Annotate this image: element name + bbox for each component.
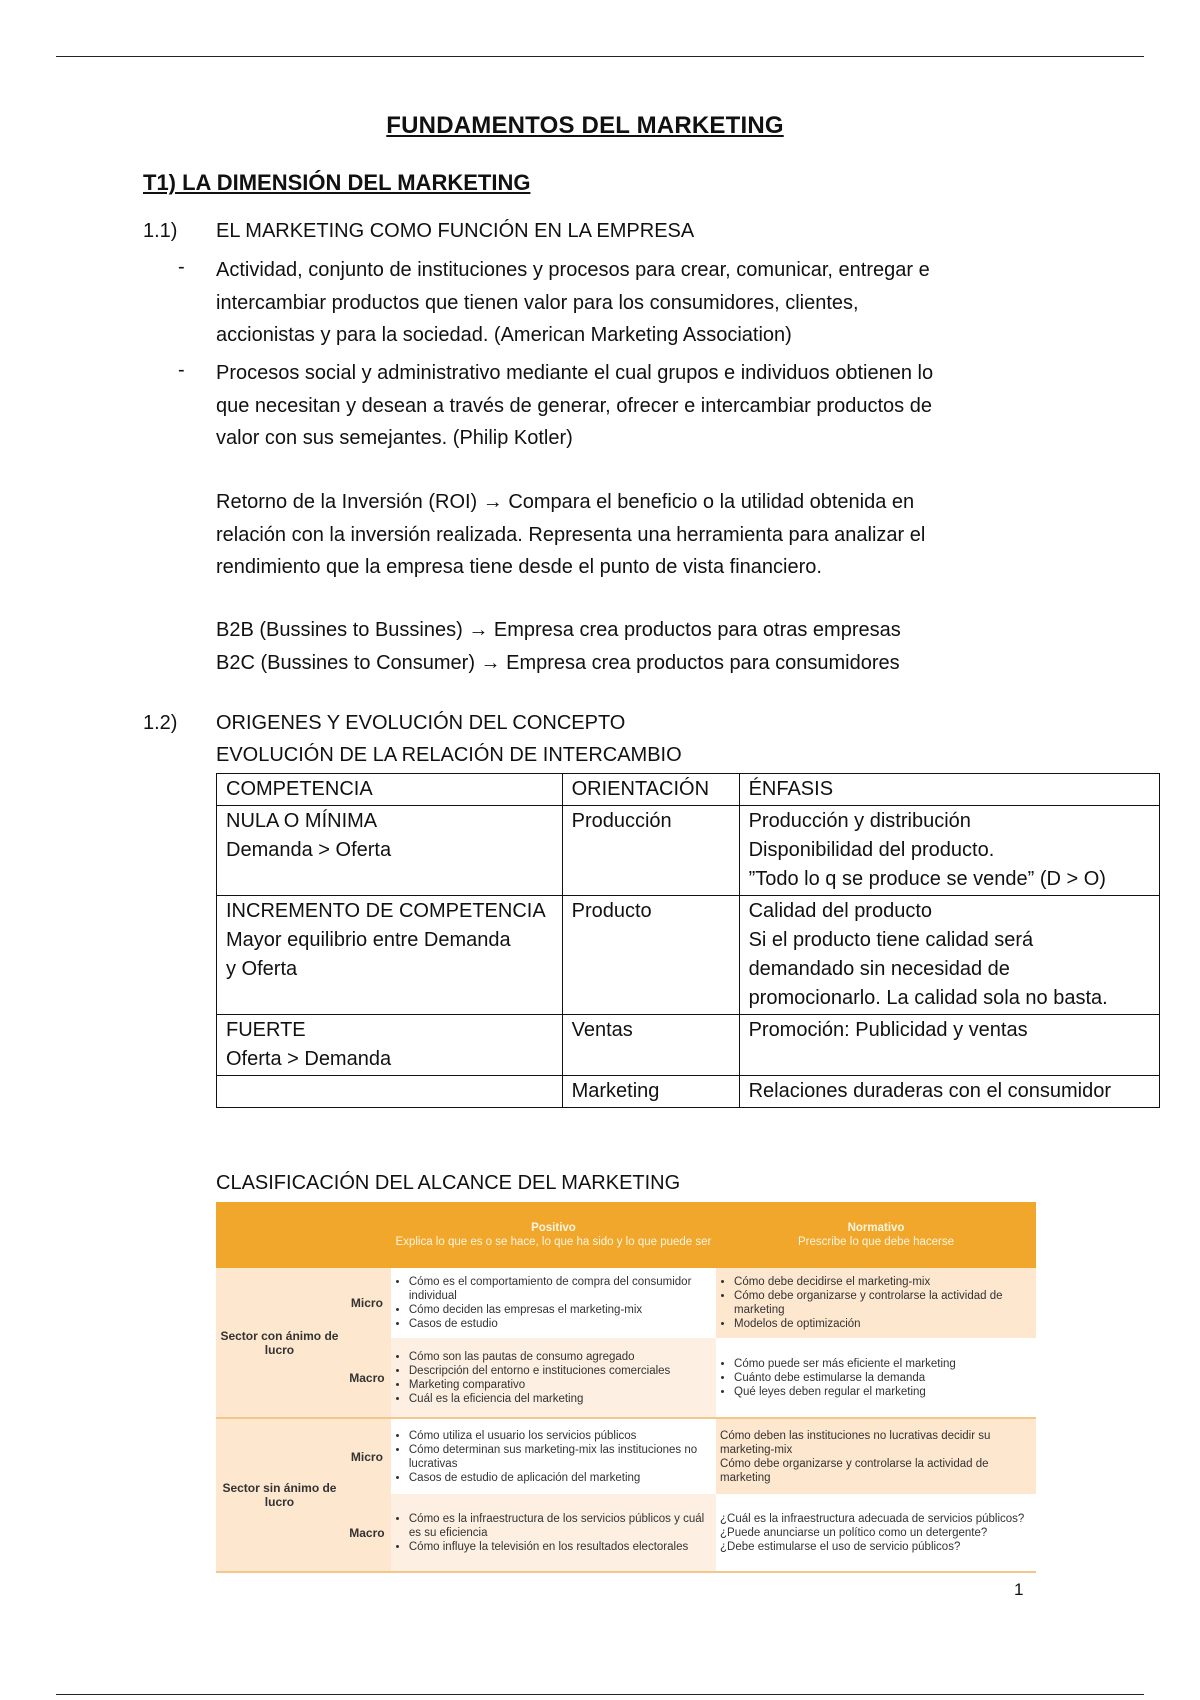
cell-line: Calidad del producto [748, 900, 933, 922]
header-cell: COMPETENCIA [217, 774, 563, 806]
cell-line: y Oferta [226, 958, 298, 980]
list-item: • Cómo debe organizarse y controlarse la actividad de marketing [734, 1289, 1032, 1317]
list-item: • Cómo puede ser más eficiente el marketing [734, 1357, 1032, 1371]
bullet-marker: - [178, 359, 185, 381]
table-row [217, 896, 1160, 1015]
b2c-line: B2C (Bussines to Consumer) → Empresa crea productos para consumidores [216, 651, 900, 674]
text-line: intercambiar productos que tienen valor para los consumidores, clientes, [216, 291, 859, 314]
section-title-1-2: ORIGENES Y EVOLUCIÓN DEL CONCEPTO [216, 712, 626, 734]
list-item: • Cómo utiliza el usuario los servicios públicos [409, 1429, 712, 1443]
orientacion-cell: Ventas [562, 1015, 739, 1076]
marketing-scope-table [216, 1202, 1036, 1573]
micro-label: Micro [343, 1418, 391, 1494]
sector-sin-lucro-label: Sector sin ánimo de lucro [216, 1418, 343, 1572]
competencia-cell [217, 1076, 563, 1108]
text-line: ¿Debe estimularse el uso de servicio públicos? [720, 1540, 961, 1553]
topic-heading: T1) LA DIMENSIÓN DEL MARKETING [143, 170, 531, 195]
exchange-evolution-table [216, 773, 1160, 1108]
definition-kotler [216, 357, 1026, 455]
table-row [217, 1076, 1160, 1108]
header-empty-cell [216, 1202, 391, 1268]
definition-ama [216, 254, 1026, 352]
section-number-1-2: 1.2) [143, 712, 178, 734]
text-line: que necesitan y desean a través de generar, ofrecer e intercambiar productos de [216, 394, 932, 417]
text-line: Cómo deben las instituciones no lucrativas decidir su marketing-mix [720, 1429, 991, 1456]
list-item: • Casos de estudio [409, 1317, 712, 1331]
page-number: 1 [1014, 1580, 1024, 1599]
text-line: Retorno de la Inversión (ROI) → Compara el beneficio o la utilidad obtenida en [216, 491, 915, 513]
normativo-header [716, 1202, 1036, 1268]
cell-line: Si el producto tiene calidad será [748, 929, 1034, 951]
header-cell: ORIENTACIÓN [562, 774, 739, 806]
text-line: ¿Cuál es la infraestructura adecuada de servicios públicos? [720, 1512, 1025, 1525]
enfasis-cell [739, 896, 1159, 1015]
list-item: • Descripción del entorno e instituciones comerciales [409, 1364, 712, 1378]
table-row [217, 1015, 1160, 1076]
positivo-title: Positivo [531, 1222, 576, 1234]
normativo-cell [716, 1338, 1036, 1418]
cell-line: demandado sin necesidad de [748, 958, 1010, 980]
list-item: • Cuánto debe estimularse la demanda [734, 1371, 1032, 1385]
list-item: • Qué leyes deben regular el marketing [734, 1385, 1032, 1399]
section-title-1-1: EL MARKETING COMO FUNCIÓN EN LA EMPRESA [216, 220, 695, 242]
document-title: FUNDAMENTOS DEL MARKETING [386, 112, 784, 139]
orientacion-cell: Producción [562, 806, 739, 896]
list-item: • Casos de estudio de aplicación del marketing [409, 1471, 712, 1485]
section-number-1-1: 1.1) [143, 220, 178, 242]
positivo-cell [391, 1494, 716, 1572]
macro-label: Macro [343, 1338, 391, 1418]
top-rule [56, 56, 1144, 57]
list-item: • Cómo debe decidirse el marketing-mix [734, 1275, 1032, 1289]
cell-line: INCREMENTO DE COMPETENCIA [226, 900, 546, 922]
positivo-cell [391, 1418, 716, 1494]
list-item: • Cómo son las pautas de consumo agregado [409, 1350, 712, 1364]
b2b-b2c-paragraph [216, 614, 1026, 679]
cell-line: Disponibilidad del producto. [748, 839, 995, 861]
text-line: valor con sus semejantes. (Philip Kotler) [216, 427, 573, 449]
cell-line: ”Todo lo q se produce se vende” (D > O) [748, 868, 1106, 890]
b2b-line: B2B (Bussines to Bussines) → Empresa crea productos para otras empresas [216, 619, 901, 641]
sector-lucro-label: Sector con ánimo de lucro [216, 1268, 343, 1418]
text-line: relación con la inversión realizada. Representa una herramienta para analizar el [216, 523, 926, 546]
normativo-cell [716, 1418, 1036, 1494]
orientacion-cell: Producto [562, 896, 739, 1015]
normativo-cell [716, 1494, 1036, 1572]
competencia-cell [217, 896, 563, 1015]
bullet-marker: - [178, 256, 185, 278]
orientacion-cell: Marketing [562, 1076, 739, 1108]
list-item: • Cuál es la eficiencia del marketing [409, 1392, 712, 1406]
list-item: • Cómo determinan sus marketing-mix las instituciones no lucrativas [409, 1443, 712, 1471]
cell-line: Producción y distribución [748, 810, 971, 832]
macro-label: Macro [343, 1494, 391, 1572]
normativo-cell [716, 1268, 1036, 1338]
enfasis-cell: Relaciones duraderas con el consumidor [739, 1076, 1159, 1108]
cell-line: Demanda > Oferta [226, 839, 392, 861]
cell-line: Mayor equilibrio entre Demanda [226, 929, 511, 951]
positivo-description: Explica lo que es o se hace, lo que ha sido y lo que puede ser [395, 1236, 712, 1248]
cell-line: Oferta > Demanda [226, 1048, 392, 1070]
normativo-title: Normativo [847, 1222, 905, 1234]
positivo-cell [391, 1338, 716, 1418]
bottom-rule [56, 1694, 1144, 1695]
competencia-cell [217, 806, 563, 896]
cell-line: promocionarlo. La calidad sola no basta. [748, 987, 1108, 1009]
text-line: rendimiento que la empresa tiene desde el punto de vista financiero. [216, 556, 822, 578]
competencia-cell [217, 1015, 563, 1076]
classification-title: CLASIFICACIÓN DEL ALCANCE DEL MARKETING [216, 1172, 681, 1194]
enfasis-cell: Promoción: Publicidad y ventas [739, 1015, 1159, 1076]
micro-label: Micro [343, 1268, 391, 1338]
table-subtitle: EVOLUCIÓN DE LA RELACIÓN DE INTERCAMBIO [216, 744, 682, 766]
list-item: • Cómo es la infraestructura de los servicios públicos y cuál es su eficiencia [409, 1512, 712, 1540]
header-cell: ÉNFASIS [739, 774, 1159, 806]
text-line: Cómo debe organizarse y controlarse la actividad de marketing [720, 1457, 989, 1484]
roi-paragraph [216, 486, 1026, 584]
positivo-cell [391, 1268, 716, 1338]
normativo-description: Prescribe lo que debe hacerse [798, 1236, 954, 1248]
table-row [217, 806, 1160, 896]
text-line: Procesos social y administrativo mediante el cual grupos e individuos obtienen lo [216, 362, 934, 384]
list-item: • Cómo es el comportamiento de compra del consumidor individual [409, 1275, 712, 1303]
text-line: ¿Puede anunciarse un político como un detergente? [720, 1526, 988, 1539]
cell-line: FUERTE [226, 1019, 306, 1041]
list-item: • Marketing comparativo [409, 1378, 712, 1392]
cell-line: NULA O MÍNIMA [226, 810, 378, 832]
positivo-header [391, 1202, 716, 1268]
table-header-row [217, 774, 1160, 806]
list-item: • Cómo deciden las empresas el marketing-mix [409, 1303, 712, 1317]
text-line: Actividad, conjunto de instituciones y procesos para crear, comunicar, entregar e [216, 259, 930, 281]
enfasis-cell [739, 806, 1159, 896]
text-line: accionistas y para la sociedad. (American Marketing Association) [216, 324, 792, 346]
list-item: • Cómo influye la televisión en los resultados electorales [409, 1540, 712, 1554]
list-item: • Modelos de optimización [734, 1317, 1032, 1331]
